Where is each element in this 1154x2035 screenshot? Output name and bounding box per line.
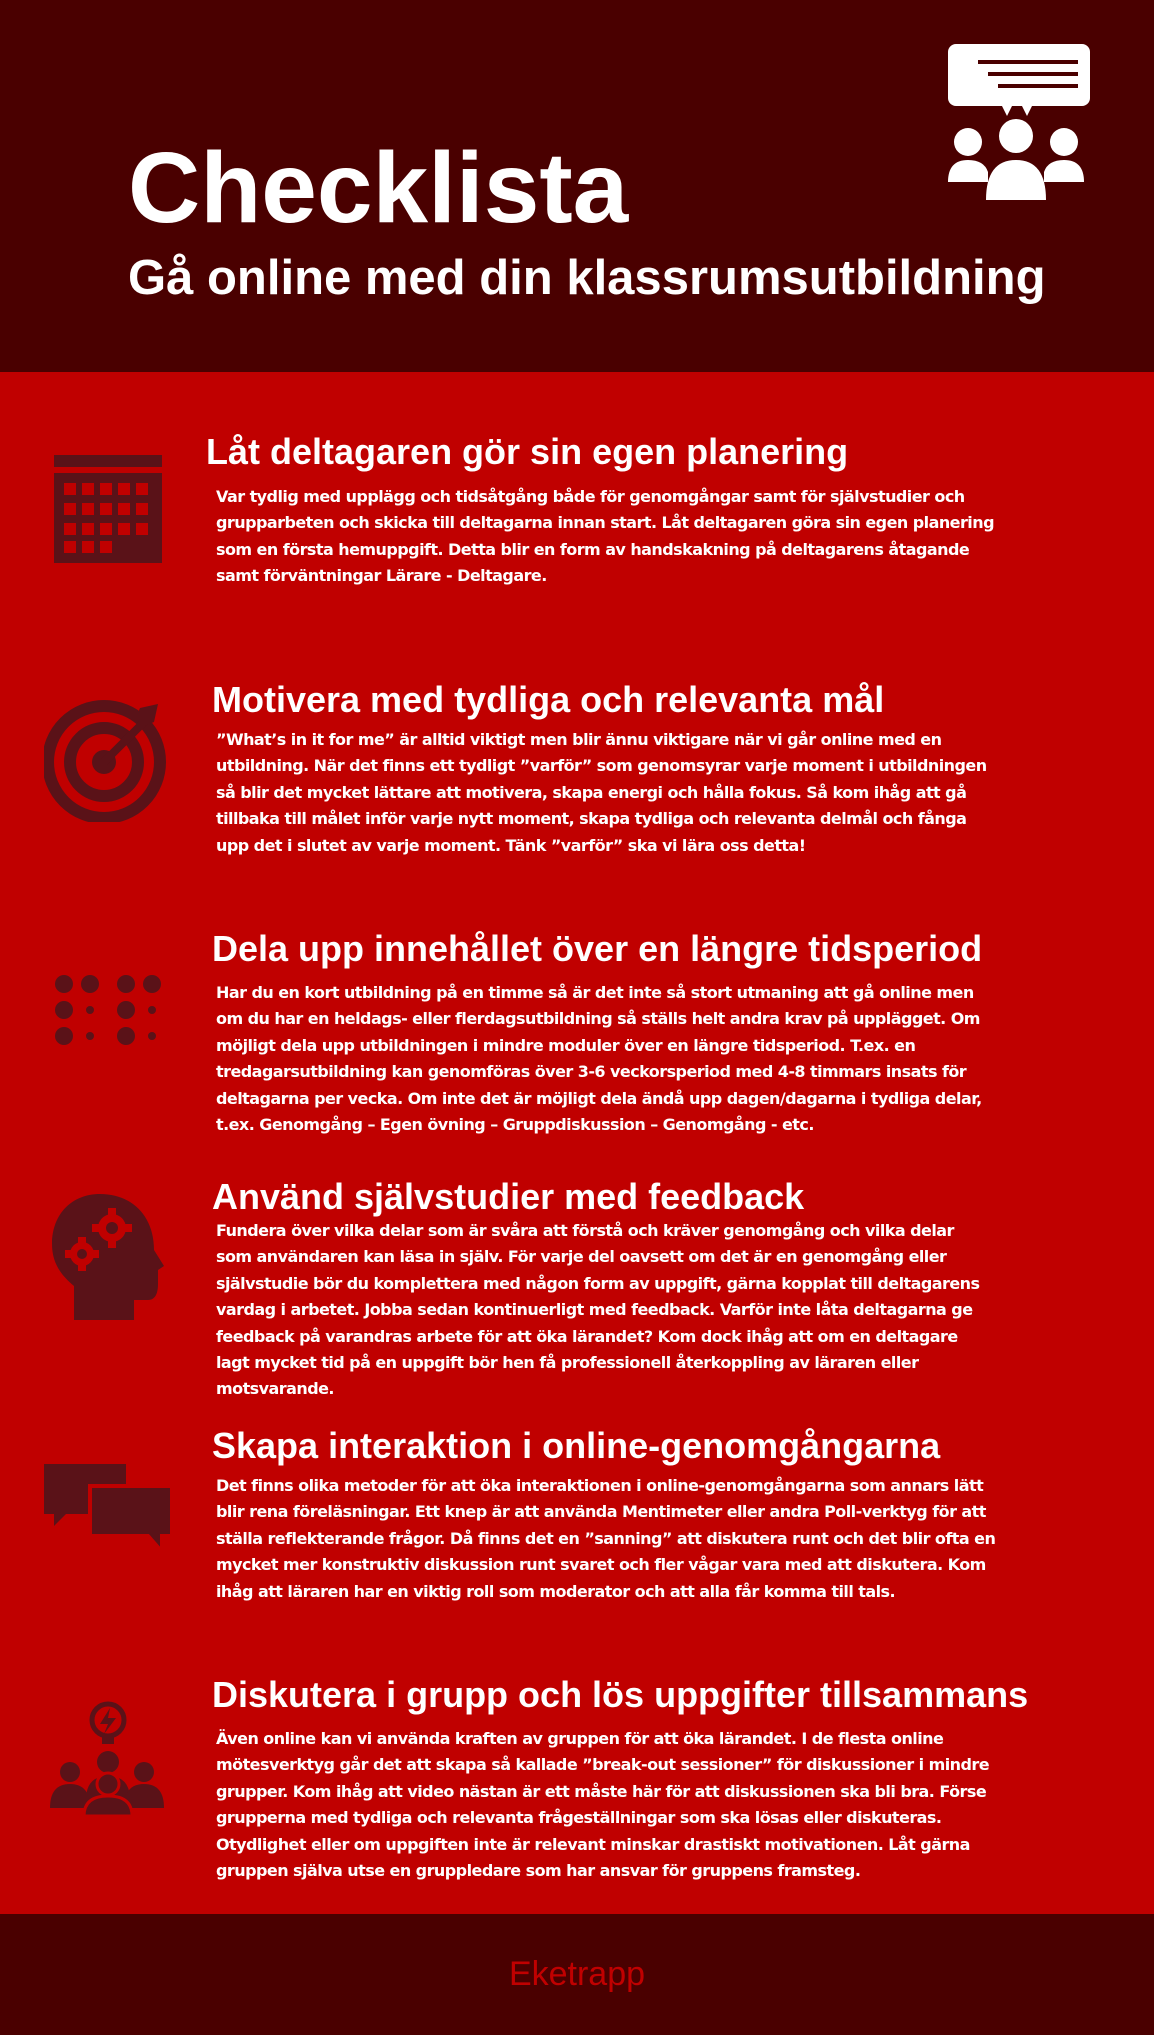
section-text-tidsperiod [216, 980, 1016, 1138]
text-line: Otydlighet eller om uppgiften inte är relevant minskar drastiskt motivationen. Låt gärna [216, 1834, 970, 1854]
page-title: Checklista [128, 132, 629, 244]
section-text-planering [216, 484, 1016, 590]
text-line: utbildning. När det finns ett tydligt ”varför” som genomsyrar varje moment i utbildningen [216, 756, 987, 776]
text-line: Det finns olika metoder för att öka interaktionen i online-genomgångarna som annars lätt [216, 1476, 984, 1495]
section-title-mal: Motivera med tydliga och relevanta mål [212, 679, 885, 720]
section-title-tidsperiod: Dela upp innehållet över en längre tidsperiod [212, 928, 983, 969]
text-line: t.ex. Genomgång – Egen övning – Gruppdiskussion – Genomgång - etc. [216, 1115, 814, 1135]
section-title-grupp: Diskutera i grupp och lös uppgifter tillsammans [212, 1674, 1029, 1715]
section-title-interaktion: Skapa interaktion i online-genomgångarna [212, 1425, 941, 1466]
text-line: grupparbeten och skicka till deltagarna innan start. Låt deltagaren göra sin egen planering [216, 513, 994, 533]
text-line: blir rena föreläsningar. Ett knep är att använda Mentimeter eller andra Poll-verktyg för att [216, 1502, 986, 1522]
head-gears-icon [52, 1192, 164, 1320]
section-title-planering: Låt deltagaren gör sin egen planering [206, 431, 849, 472]
footer-brand: Eketrapp [508, 1955, 646, 1993]
text-line: Har du en kort utbildning på en timme så är det inte så stort utmaning att gå online men [216, 983, 974, 1002]
page-subtitle: Gå online med din klassrumsutbildning [128, 251, 1046, 305]
modules-icon [54, 974, 162, 1046]
text-line: mycket mer konstruktiv diskussion runt svaret och fler vågar vara med att diskutera. Kom [216, 1555, 986, 1575]
text-line: ihåg att läraren har en viktig roll som moderator och att alla får komma till tals. [216, 1581, 896, 1601]
text-line: motsvarande. [216, 1379, 334, 1399]
section-text-grupp [216, 1726, 1016, 1884]
text-line: tredagarsutbildning kan genomföras över 3-6 veckorsperiod med 4-8 timmars insats för [216, 1062, 967, 1082]
text-line: grupper. Kom ihåg att video nästan är ett måste här för att diskussionen ska bli bra. Förse [216, 1781, 987, 1801]
target-icon [44, 698, 168, 822]
group-idea-icon [48, 1700, 166, 1818]
chat-bubbles-icon [44, 1464, 172, 1556]
text-line: Var tydlig med upplägg och tidsåtgång både för genomgångar samt för självstudier och [216, 487, 965, 506]
text-line: samt förväntningar Lärare - Deltagare. [216, 566, 547, 586]
text-line: feedback på varandras arbete för att öka lärandet? Kom dock ihåg att om en deltagare [216, 1326, 958, 1346]
text-line: tillbaka till målet inför varje nytt moment, skapa tydliga och relevanta delmål och fånga [216, 809, 967, 829]
text-line: möjligt dela upp utbildningen i mindre moduler över en längre tidsperiod. T.ex. en [216, 1035, 916, 1055]
section-text-sjalvstudier [216, 1218, 1016, 1403]
section-title-sjalvstudier: Använd självstudier med feedback [212, 1176, 805, 1217]
text-line: Fundera över vilka delar som är svåra att förstå och kräver genomgång och vilka delar [216, 1221, 954, 1240]
section-text-interaktion [216, 1473, 1016, 1605]
text-line: Även online kan vi använda kraften av gruppen för att öka lärandet. I de flesta online [216, 1729, 944, 1748]
text-line: självstudie bör du komplettera med någon form av uppgift, gärna kopplat till deltagarens [216, 1273, 980, 1293]
text-line: om du har en heldags- eller flerdagsutbildning så ställs helt andra krav på upplägget. Om [216, 1009, 980, 1029]
text-line: som användaren kan läsa in själv. För varje del oavsett om det är en genomgång eller [216, 1247, 947, 1267]
text-line: deltagarna per vecka. Om inte det är möjligt dela ändå upp dagen/dagarna i tydliga delar, [216, 1088, 982, 1108]
text-line: mötesverktyg går det att skapa så kallade ”break-out sessioner” för diskussioner i mindre [216, 1755, 990, 1775]
section-text-mal [216, 727, 1016, 859]
text-line: ”What’s in it for me” är alltid viktigt men blir ännu viktigare när vi går online med en [216, 730, 942, 749]
text-line: upp det i slutet av varje moment. Tänk ”varför” ska vi lära oss detta! [216, 835, 806, 855]
text-line: ställa reflekterande frågor. Då finns det en ”sanning” att diskutera runt och det blir ofta en [216, 1528, 996, 1548]
text-line: så blir det mycket lättare att motivera, skapa energi och hålla fokus. Så kom ihåg att gå [216, 782, 967, 802]
text-line: lagt mycket tid på en uppgift bör hen få professionell återkoppling av läraren eller [216, 1353, 919, 1373]
text-line: som en första hemuppgift. Detta blir en form av handskakning på deltagarens åtagande [216, 539, 970, 559]
text-line: vardag i arbetet. Jobba sedan kontinuerligt med feedback. Varför inte låta deltagarna ge [216, 1300, 973, 1320]
presentation-group-icon [940, 40, 1092, 210]
text-line: grupperna med tydliga och relevanta frågeställningar som ska lösas eller diskuteras. [216, 1808, 942, 1828]
calendar-icon [54, 455, 162, 563]
text-line: gruppen själva utse en gruppledare som har ansvar för gruppens framsteg. [216, 1861, 861, 1881]
